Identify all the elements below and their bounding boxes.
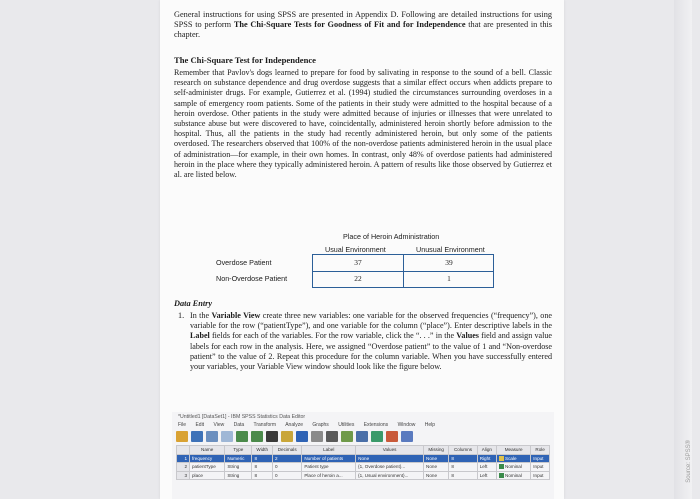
insert-variable-icon[interactable] xyxy=(341,431,353,442)
cell-decimals[interactable]: 0 xyxy=(273,471,302,480)
variable-view-grid xyxy=(176,445,550,480)
measure-text: Nominal xyxy=(505,464,522,470)
menu-view[interactable]: View xyxy=(213,422,225,428)
intro-text-1: General instructions for using SPSS are presented in Appendix D. Following are detailed instructions for using SPSS to perform xyxy=(174,10,552,30)
cell-values[interactable]: {1, Usual environment}... xyxy=(356,471,424,480)
body-paragraph: Remember that Pavlov's dogs learned to prepare for food by salivating in response to the sound of a bell. Classic research on substance dependence and drug overdose suggests that a similar effect occurs when addicts prepare to self-administer drugs. For example, Gutierrez et al. (1994) studied the circumstances surrounding overdoses in a sample of emergency room patients. Some of the patients in their study were admitted to the hospital because of a heroin overdose. Other patients in the study were admitted because of injuries or illnesses that were unrelated to substance abuse but were discovered to have, coincidentally, administered heroin shortly before admission to the hospital. Thus, all the patients in the study had recently administered heroin, but only some of the patients overdosed. The researchers observed that 100% of the non-overdose patients administered heroin in the usual place of administration—for example, in their own homes. In contrast, only 48% of overdose patients had administered heroin in the place where they typically administered heroin. A pattern of results like those observed by Gutierrez et al. are listed below. xyxy=(174,68,552,180)
section-heading: The Chi-Square Test for Independence xyxy=(174,55,316,65)
step-number: 1. xyxy=(178,311,185,320)
cell-label[interactable]: Number of patients xyxy=(302,454,356,463)
cell-missing[interactable]: None xyxy=(424,471,449,480)
goto-case-icon[interactable] xyxy=(266,431,278,442)
menu-graphs[interactable]: Graphs xyxy=(312,422,329,428)
nominal-icon xyxy=(499,464,504,469)
window-title: *Untitled1 [DataSet1] - IBM SPSS Statistics Data Editor xyxy=(178,414,306,420)
cell-align[interactable]: Right xyxy=(477,454,496,463)
measure-text: Scale xyxy=(505,455,517,461)
print-icon[interactable] xyxy=(206,431,218,442)
cell-label[interactable]: Patient type xyxy=(302,463,356,472)
intro-text-2: that are presented in this chapter. xyxy=(174,20,553,40)
menu-transform[interactable]: Transform xyxy=(253,422,277,428)
step-text: In the xyxy=(190,311,212,320)
cell-overdose-usual: 37 xyxy=(354,258,362,267)
menu-utilities[interactable]: Utilities xyxy=(338,422,355,428)
menu-data[interactable]: Data xyxy=(233,422,245,428)
menu-help[interactable]: Help xyxy=(424,422,436,428)
header-align[interactable]: Align xyxy=(477,446,496,455)
step-paragraph xyxy=(190,311,552,372)
step-text: fields for each of the variables. For the row variable, click the “. . .” in the xyxy=(209,331,457,341)
cell-align[interactable]: Left xyxy=(477,471,496,480)
source-label: Source: SPSS® xyxy=(686,440,692,483)
cell-missing[interactable]: None xyxy=(424,463,449,472)
cell-values[interactable]: {1, Overdose patient}... xyxy=(356,463,424,472)
row-label-non-overdose: Non-Overdose Patient xyxy=(216,274,288,283)
cell-label[interactable]: Place of heroin a... xyxy=(302,471,356,480)
cell-width[interactable]: 8 xyxy=(252,463,273,472)
cell-align[interactable]: Left xyxy=(477,463,496,472)
header-cell xyxy=(177,446,190,455)
cell-non-overdose-usual: 22 xyxy=(354,274,362,283)
row-number: 1 xyxy=(177,454,190,463)
cell-name[interactable]: patientType xyxy=(190,463,225,472)
table-row[interactable] xyxy=(177,463,550,472)
cell-measure[interactable] xyxy=(497,454,531,463)
header-columns[interactable]: Columns xyxy=(449,446,477,455)
header-decimals[interactable]: Decimals xyxy=(273,446,302,455)
step-text: create three new variables: one variable for the observed frequencies (“frequency”), one variable for the row (“patientType”), and one variable for the column (“place”). Enter descriptive labels in the xyxy=(190,311,552,331)
header-width[interactable]: Width xyxy=(252,446,273,455)
find-icon[interactable] xyxy=(311,431,323,442)
cell-overdose-unusual: 39 xyxy=(445,258,453,267)
insert-cases-icon[interactable] xyxy=(326,431,338,442)
menu-bar xyxy=(178,422,443,428)
table-row[interactable] xyxy=(177,471,550,480)
header-name[interactable]: Name xyxy=(190,446,225,455)
open-icon[interactable] xyxy=(176,431,188,442)
scale-icon xyxy=(499,456,504,461)
intro-bold: The Chi-Square Tests for Goodness of Fit and for Independence xyxy=(233,20,466,30)
redo-icon[interactable] xyxy=(251,431,263,442)
save-icon[interactable] xyxy=(191,431,203,442)
menu-window[interactable]: Window xyxy=(397,422,416,428)
menu-analyze[interactable]: Analyze xyxy=(285,422,304,428)
cell-width[interactable]: 8 xyxy=(252,454,273,463)
table-row[interactable] xyxy=(177,454,550,463)
recall-dialog-icon[interactable] xyxy=(221,431,233,442)
value-labels-icon[interactable] xyxy=(386,431,398,442)
table-title: Place of Heroin Administration xyxy=(343,232,440,241)
header-role[interactable]: Role xyxy=(531,446,550,455)
cell-columns[interactable]: 8 xyxy=(449,463,477,472)
cell-measure[interactable] xyxy=(497,463,531,472)
step-text: field and assign value labels for each row in the analysis. Here, we assigned “Overdose patient” to the value of 1 and “Non-overdose patient” to the value of 2. Repeat this procedure for the column variable. When you have successfully entered your variables, your Variable View window should look like the figure below. xyxy=(190,331,552,372)
cell-width[interactable]: 8 xyxy=(252,471,273,480)
menu-edit[interactable]: Edit xyxy=(195,422,205,428)
undo-icon[interactable] xyxy=(236,431,248,442)
cell-columns[interactable]: 8 xyxy=(449,454,477,463)
header-label[interactable]: Label xyxy=(302,446,356,455)
column-header-usual: Usual Environment xyxy=(325,245,386,254)
cell-role[interactable]: Input xyxy=(531,471,550,480)
cell-role[interactable]: Input xyxy=(531,463,550,472)
split-file-icon[interactable] xyxy=(356,431,368,442)
cell-missing[interactable]: None xyxy=(424,454,449,463)
grid-header-row xyxy=(177,446,550,455)
row-number: 2 xyxy=(177,463,190,472)
measure-text: Nominal xyxy=(505,472,522,478)
data-entry-heading: Data Entry xyxy=(174,299,213,308)
step-bold: Label xyxy=(190,331,210,341)
cell-measure[interactable] xyxy=(497,471,531,480)
weight-cases-icon[interactable] xyxy=(371,431,383,442)
cell-type[interactable]: Numeric xyxy=(225,454,252,463)
cell-name[interactable]: frequency xyxy=(190,454,225,463)
step-bold: Values xyxy=(456,331,479,341)
step-bold: Variable View xyxy=(211,311,261,320)
page-edge xyxy=(674,0,692,499)
cell-type[interactable]: String xyxy=(225,471,252,480)
toolbar xyxy=(176,431,416,443)
cell-columns[interactable]: 8 xyxy=(449,471,477,480)
nominal-icon xyxy=(499,473,504,478)
cell-name[interactable]: place xyxy=(190,471,225,480)
row-label-overdose: Overdose Patient xyxy=(216,258,272,267)
cell-type[interactable]: String xyxy=(225,463,252,472)
intro-paragraph xyxy=(174,10,552,41)
cell-decimals[interactable]: 2 xyxy=(273,454,302,463)
row-number: 3 xyxy=(177,471,190,480)
cell-decimals[interactable]: 0 xyxy=(273,463,302,472)
menu-extensions[interactable]: Extensions xyxy=(363,422,389,428)
cell-role[interactable]: Input xyxy=(531,454,550,463)
header-missing[interactable]: Missing xyxy=(424,446,449,455)
variables-icon[interactable] xyxy=(296,431,308,442)
use-sets-icon[interactable] xyxy=(401,431,413,442)
frequency-table xyxy=(312,254,494,288)
menu-file[interactable]: File xyxy=(178,422,187,428)
goto-variable-icon[interactable] xyxy=(281,431,293,442)
header-values[interactable]: Values xyxy=(356,446,424,455)
spss-variable-view-screenshot xyxy=(172,412,554,499)
table-divider xyxy=(313,271,493,272)
cell-values[interactable]: None xyxy=(356,454,424,463)
header-measure[interactable]: Measure xyxy=(497,446,531,455)
cell-non-overdose-unusual: 1 xyxy=(447,274,451,283)
column-header-unusual: Unusual Environment xyxy=(416,245,485,254)
header-type[interactable]: Type xyxy=(225,446,252,455)
